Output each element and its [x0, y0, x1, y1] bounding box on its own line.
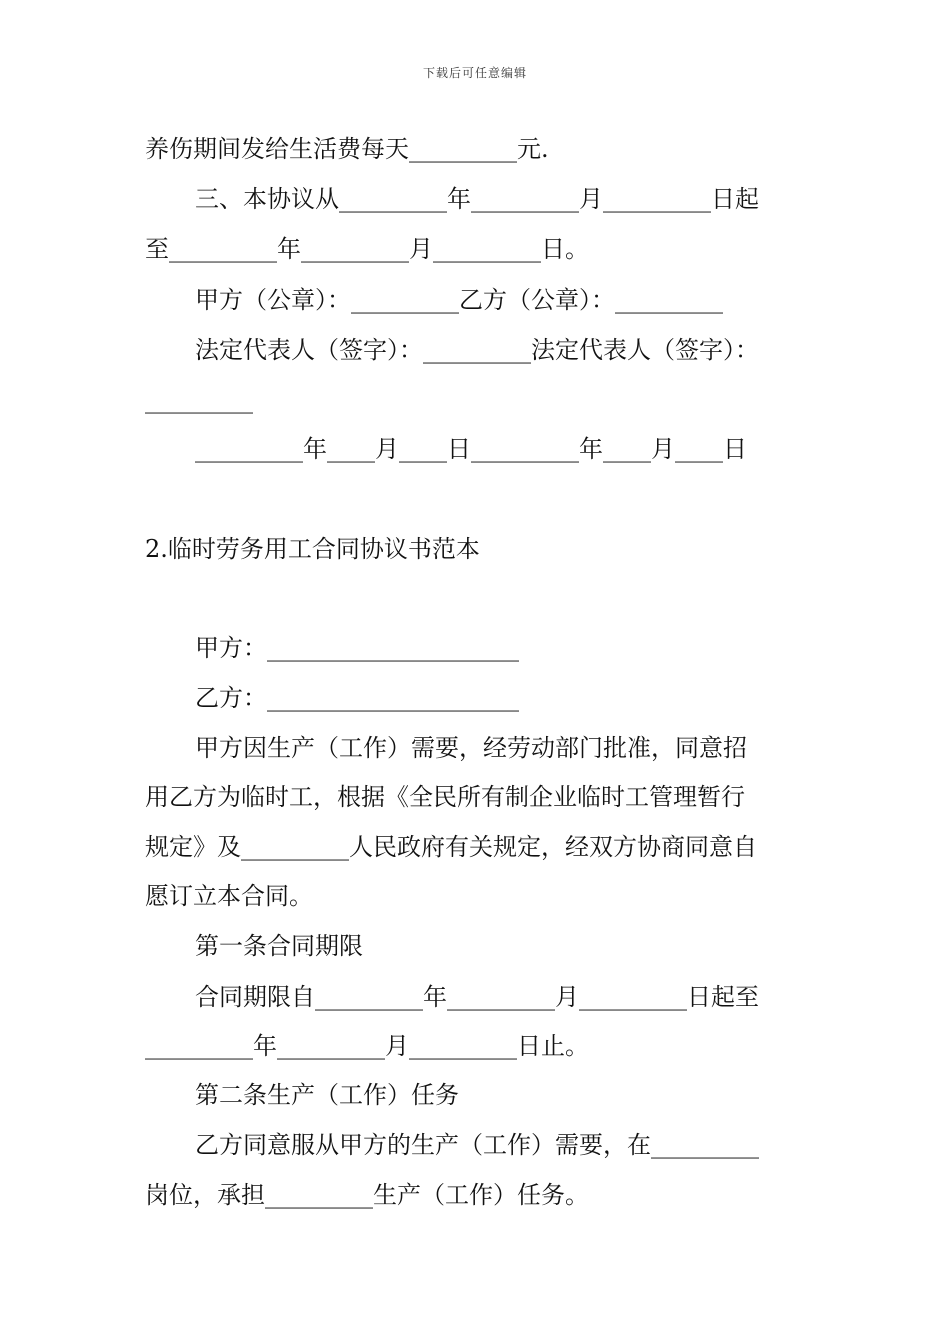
legal-rep-signature-line: 法定代表人（签字）：_________法定代表人（签字）：	[195, 336, 759, 364]
paragraph-line: 养伤期间发给生活费每天_________元.	[145, 135, 549, 163]
contract-term-end-line: _________年_________月_________日止。	[145, 1032, 589, 1060]
agreement-term-line: 三、本协议从_________年_________月_________日起	[195, 185, 759, 213]
article-heading: 第一条合同期限	[195, 932, 363, 960]
paragraph-line: 乙方同意服从甲方的生产（工作）需要，在_________	[195, 1131, 759, 1159]
paragraph-line: 用乙方为临时工，根据《全民所有制企业临时工管理暂行	[145, 783, 745, 811]
party-seal-line: 甲方（公章）：_________乙方（公章）：_________	[195, 286, 723, 314]
paragraph-line: 规定》及_________人民政府有关规定，经双方协商同意自	[145, 833, 757, 861]
date-line: _________年____月____日_________年____月____日	[195, 435, 747, 463]
page-header: 下载后可任意编辑	[422, 66, 527, 80]
signature-blank: _________	[145, 386, 253, 414]
section-title: 2.临时劳务用工合同协议书范本	[145, 535, 480, 563]
paragraph-line: 甲方因生产（工作）需要，经劳动部门批准，同意招	[195, 734, 747, 762]
contract-term-line: 合同期限自_________年_________月_________日起至	[195, 983, 759, 1011]
party-a-line: 甲方：_____________________	[195, 634, 519, 662]
article-heading: 第二条生产（工作）任务	[195, 1081, 459, 1109]
paragraph-line: 愿订立本合同。	[145, 882, 313, 910]
party-b-line: 乙方：_____________________	[195, 684, 519, 712]
paragraph-line: 岗位，承担_________生产（工作）任务。	[145, 1181, 589, 1209]
agreement-term-end-line: 至_________年_________月_________日。	[145, 235, 589, 263]
